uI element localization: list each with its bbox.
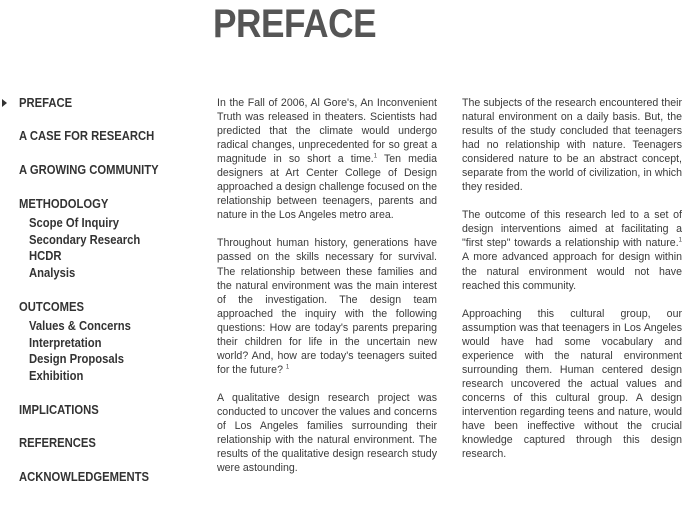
nav-item-acknowledgements[interactable]: ACKNOWLEDGEMENTS (19, 470, 150, 484)
paragraph-text: A more advanced approach for design within the natural environment would not have reached this community. (462, 251, 682, 292)
nav-subitem-hcdr[interactable]: HCDR (29, 249, 62, 263)
nav-subitem-analysis[interactable]: Analysis (29, 266, 76, 280)
nav-subitem-secondary-research[interactable]: Secondary Research (29, 233, 141, 247)
nav-subitem-interpretation[interactable]: Interpretation (29, 336, 102, 350)
nav-item-outcomes[interactable]: OUTCOMES (19, 300, 85, 314)
nav-subitem-exhibition[interactable]: Exhibition (29, 369, 84, 383)
nav-item-implications[interactable]: IMPLICATIONS (19, 403, 99, 417)
paragraph-text: The outcome of this research led to a set of design interventions aimed at facilitating a "first step" towards a relationship with nature. (462, 209, 682, 250)
paragraph-text: Throughout human history, generations have passed on the skills necessary for survival. The relationship between these families and the natural environment was the main interest of the investigation. The design team approached the inquiry with the following questions: How are today's parents preparing their children for life in the uncertain new world? And, how are today's teenagers suited for the future? (217, 237, 437, 376)
nav-item-growing-community[interactable]: A GROWING COMMUNITY (19, 163, 159, 177)
footnote-ref: 1 (373, 153, 378, 160)
page-title: PREFACE (213, 2, 377, 46)
paragraph (217, 236, 437, 376)
nav-subitem-values-concerns[interactable]: Values & Concerns (29, 319, 131, 333)
footnote-ref: 1 (285, 364, 290, 371)
paragraph (462, 208, 682, 292)
paragraph: A qualitative design research project was conducted to uncover the values and concerns of Los Angeles families surrounding their relationship with the natural environment. The results of the qualitative design research study were astounding. (217, 391, 437, 475)
nav-subitem-design-proposals[interactable]: Design Proposals (29, 352, 125, 366)
paragraph (217, 96, 437, 222)
body-column-right (462, 96, 682, 475)
paragraph-text: Ten media designers at Art Center College of Design approached a design challenge focused on the relationship between teenagers, parents and nature in the Los Angeles metro area. (217, 153, 437, 222)
nav-item-references[interactable]: REFERENCES (19, 436, 96, 450)
nav-item-methodology[interactable]: METHODOLOGY (19, 197, 109, 211)
paragraph: Approaching this cultural group, our assumption was that teenagers in Los Angeles would have had some vocabulary and experience with the natural environment surrounding them. Human centered design research uncovered the actual values and concerns of this cultural group. A design intervention regarding teens and nature, would have been ineffective without the crucial knowledge captured through this design research. (462, 307, 682, 461)
nav-item-case-for-research[interactable]: A CASE FOR RESEARCH (19, 129, 155, 143)
footnote-ref: 1 (678, 237, 682, 244)
paragraph-text: In the Fall of 2006, Al Gore's, An Inconvenient Truth was released in theaters. Scientists had predicted that the climate would undergo radical changes, unprecedented for so great a magnitude in so short a time. (217, 97, 437, 166)
active-marker-caret-right-icon (2, 99, 7, 107)
paragraph: The subjects of the research encountered their natural environment on a daily basis. But, the results of the study concluded that teenagers had no relationship with nature. Teenagers considered nature to be an abstract concept, separate from the world of civilization, in which they resided. (462, 97, 682, 194)
body-column-left (217, 96, 437, 489)
nav-subitem-scope-of-inquiry[interactable]: Scope Of Inquiry (29, 216, 120, 230)
nav-item-preface[interactable]: PREFACE (19, 96, 73, 110)
